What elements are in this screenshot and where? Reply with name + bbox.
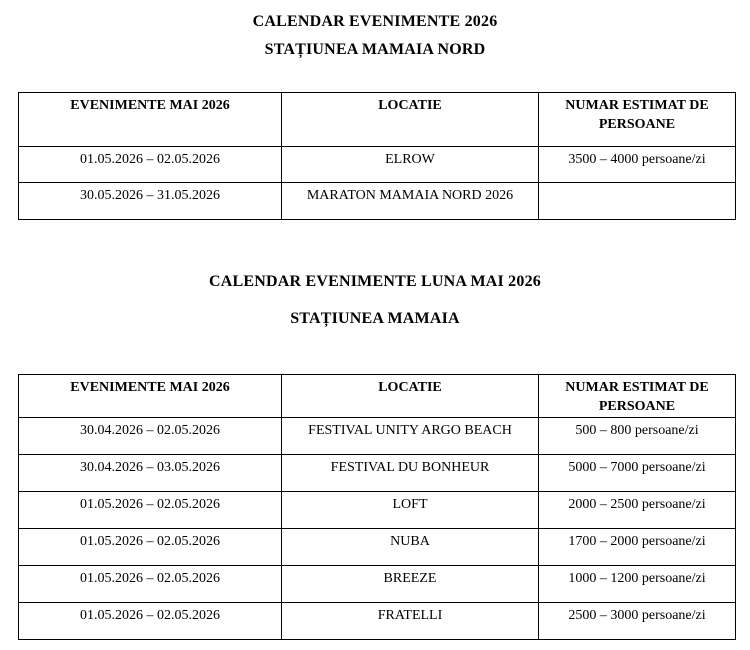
cell-date-range: 01.05.2026 – 02.05.2026 (19, 602, 282, 639)
table-row (19, 417, 736, 454)
cell-estimated-people (539, 183, 736, 220)
section2-subtitle: STAȚIUNEA MAMAIA (290, 310, 460, 327)
cell-date-range: 01.05.2026 – 02.05.2026 (19, 528, 282, 565)
section1-subtitle: STAȚIUNEA MAMAIA NORD (264, 41, 486, 58)
table-row (19, 528, 736, 565)
table-row (19, 183, 736, 220)
cell-date-range: 01.05.2026 – 02.05.2026 (19, 147, 282, 183)
table-row (19, 454, 736, 491)
cell-location: NUBA (282, 528, 539, 565)
table-row (19, 147, 736, 183)
cell-date-range: 30.04.2026 – 03.05.2026 (19, 454, 282, 491)
table-header-row (19, 93, 736, 147)
cell-estimated-people: 500 – 800 persoane/zi (539, 417, 736, 454)
events-table-mamaia (18, 374, 736, 640)
cell-estimated-people: 3500 – 4000 persoane/zi (539, 147, 736, 183)
header-cell-evenimente: EVENIMENTE MAI 2026 (19, 93, 282, 147)
cell-location: FRATELLI (282, 602, 539, 639)
header-cell-numar-estimat: NUMAR ESTIMAT DE PERSOANE (539, 375, 736, 418)
cell-location: LOFT (282, 491, 539, 528)
table-row (19, 491, 736, 528)
header-cell-locatie: LOCATIE (282, 93, 539, 147)
header-cell-locatie: LOCATIE (282, 375, 539, 418)
cell-estimated-people: 1000 – 1200 persoane/zi (539, 565, 736, 602)
cell-location: ELROW (282, 147, 539, 183)
table-row (19, 565, 736, 602)
cell-location: MARATON MAMAIA NORD 2026 (282, 183, 539, 220)
cell-estimated-people: 1700 – 2000 persoane/zi (539, 528, 736, 565)
cell-date-range: 01.05.2026 – 02.05.2026 (19, 491, 282, 528)
cell-estimated-people: 5000 – 7000 persoane/zi (539, 454, 736, 491)
cell-date-range: 30.05.2026 – 31.05.2026 (19, 183, 282, 220)
cell-location: BREEZE (282, 565, 539, 602)
table-header-row (19, 375, 736, 418)
cell-date-range: 30.04.2026 – 02.05.2026 (19, 417, 282, 454)
events-table-mamaia-nord (18, 92, 736, 220)
cell-date-range: 01.05.2026 – 02.05.2026 (19, 565, 282, 602)
section1-title: CALENDAR EVENIMENTE 2026 (252, 13, 498, 30)
table-row (19, 602, 736, 639)
section2-title: CALENDAR EVENIMENTE LUNA MAI 2026 (209, 273, 541, 290)
cell-location: FESTIVAL DU BONHEUR (282, 454, 539, 491)
cell-estimated-people: 2500 – 3000 persoane/zi (539, 602, 736, 639)
cell-location: FESTIVAL UNITY ARGO BEACH (282, 417, 539, 454)
cell-estimated-people: 2000 – 2500 persoane/zi (539, 491, 736, 528)
header-cell-evenimente: EVENIMENTE MAI 2026 (19, 375, 282, 418)
header-cell-numar-estimat: NUMAR ESTIMAT DE PERSOANE (539, 93, 736, 147)
